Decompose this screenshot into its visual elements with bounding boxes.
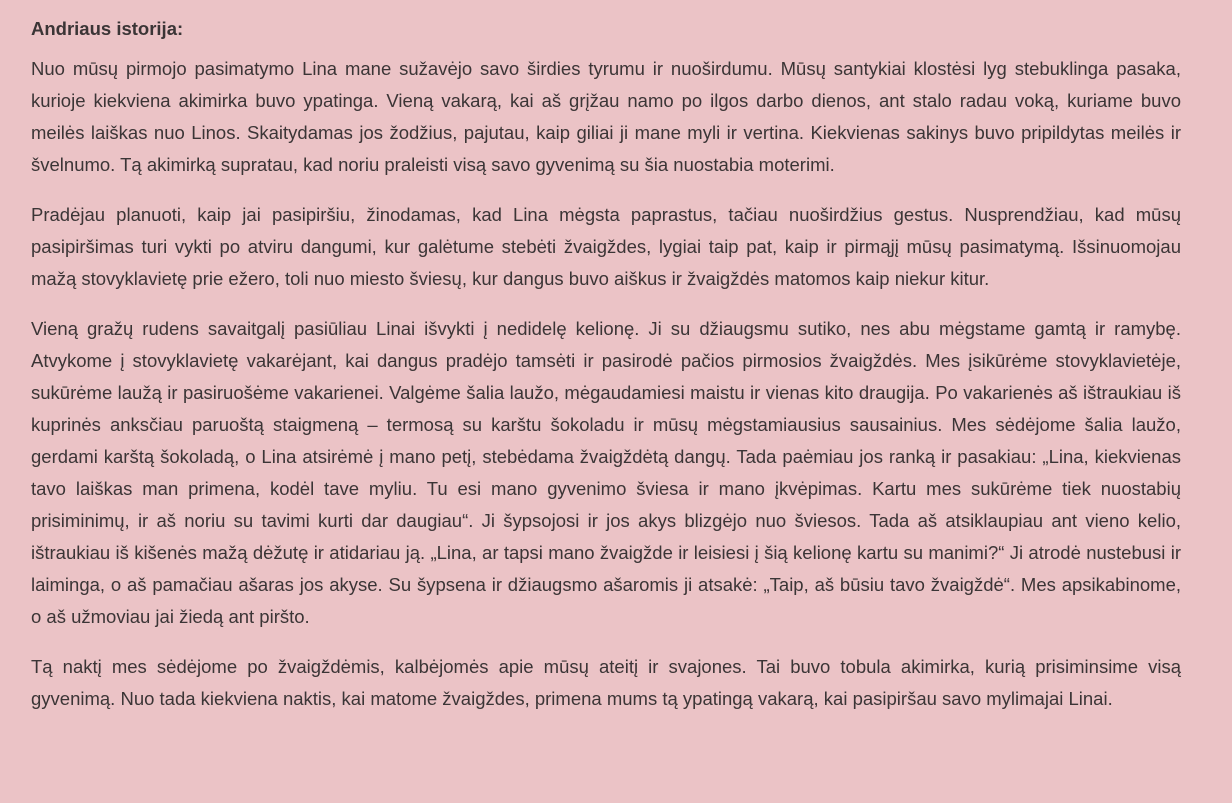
story-title: Andriaus istorija:: [31, 18, 184, 39]
story-paragraph-1: Nuo mūsų pirmojo pasimatymo Lina mane sužavėjo savo širdies tyrumu ir nuoširdumu. Mūsų santykiai klostėsi lyg stebuklinga pasaka, kurioje kiekviena akimirka buvo ypatinga. Vieną vakarą, kai aš grįžau namo po ilgos darbo dienos, ant stalo radau voką, kuriame buvo meilės laiškas nuo Linos. Skaitydamas jos žodžius, pajutau, kaip giliai ji mane myli ir vertina. Kiekvienas sakinys buvo pripildytas meilės ir švelnumo. Tą akimirką supratau, kad noriu praleisti visą savo gyvenimą su šia nuostabia moterimi.: [31, 58, 1181, 175]
story-paragraph-2: Pradėjau planuoti, kaip jai pasipiršiu, žinodamas, kad Lina mėgsta paprastus, tačiau nuoširdžius gestus. Nusprendžiau, kad mūsų pasipiršimas turi vykti po atviru dangumi, kur galėtume stebėti žvaigždes, lygiai taip pat, kaip ir pirmąjį mūsų pasimatymą. Išsinuomojau mažą stovyklavietę prie ežero, toli nuo miesto šviesų, kur dangus buvo aiškus ir žvaigždės matomos kaip niekur kitur.: [31, 204, 1181, 289]
story-paragraph-4: Tą naktį mes sėdėjome po žvaigždėmis, kalbėjomės apie mūsų ateitį ir svajones. Tai buvo tobula akimirka, kurią prisiminsime visą gyvenimą. Nuo tada kiekviena naktis, kai matome žvaigždes, primena mums tą ypatingą vakarą, kai pasipiršau savo mylimajai Linai.: [31, 656, 1181, 709]
story-paragraph-3: Vieną gražų rudens savaitgalį pasiūliau Linai išvykti į nedidelę kelionę. Ji su džiaugsmu sutiko, nes abu mėgstame gamtą ir ramybę. Atvykome į stovyklavietę vakarėjant, kai dangus pradėjo tamsėti ir pasirodė pačios pirmosios žvaigždės. Mes įsikūrėme stovyklavietėje, sukūrėme laužą ir pasiruošėme vakarienei. Valgėme šalia laužo, mėgaudamiesi maistu ir vienas kito draugija. Po vakarienės aš ištraukiau iš kuprinės anksčiau paruoštą staigmeną – termosą su karštu šokoladu ir mūsų mėgstamiausius sausainius. Mes sėdėjome šalia laužo, gerdami karštą šokoladą, o Lina atsirėmė į mano petį, stebėdama žvaigždėtą dangų. Tada paėmiau jos ranką ir pasakiau: „Lina, kiekvienas tavo laiškas man primena, kodėl tave myliu. Tu esi mano gyvenimo šviesa ir mano įkvėpimas. Kartu mes sukūrėme tiek nuostabių prisiminimų, ir aš noriu su tavimi kurti dar daugiau“. Ji šypsojosi ir jos akys blizgėjo nuo šviesos. Tada aš atsiklaupiau ant vieno kelio, ištraukiau iš kišenės mažą dėžutę ir atidariau ją. „Lina, ar tapsi mano žvaigžde ir leisiesi į šią kelionę kartu su manimi?“ Ji atrodė nustebusi ir laiminga, o aš pamačiau ašaras jos akyse. Su šypsena ir džiaugsmo ašaromis ji atsakė: „Taip, aš būsiu tavo žvaigždė“. Mes apsikabinome, o aš užmoviau jai žiedą ant piršto.: [31, 318, 1181, 627]
